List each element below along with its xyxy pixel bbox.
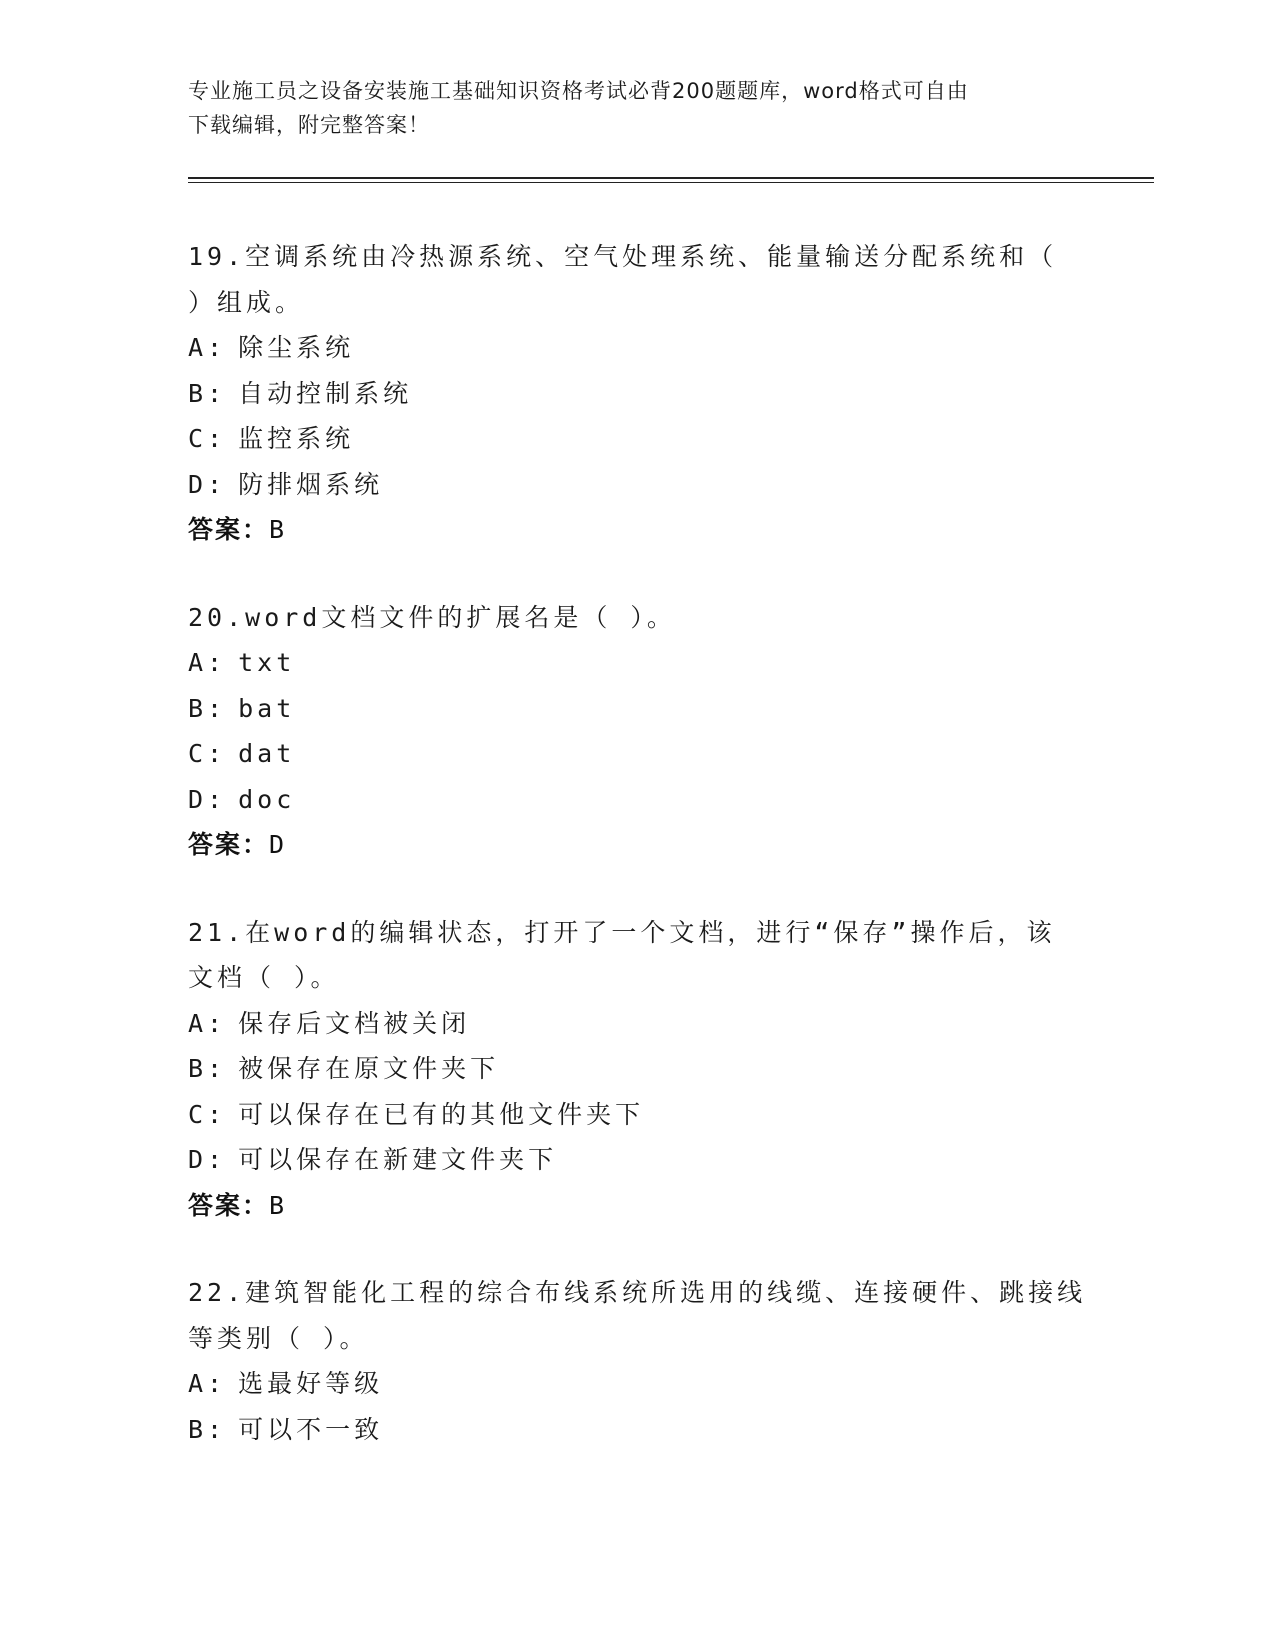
question-list xyxy=(188,234,1088,1494)
answer-label: 答案： xyxy=(188,830,270,859)
option-row xyxy=(188,371,1088,417)
option-row xyxy=(188,1361,1088,1407)
header-divider-bottom xyxy=(188,182,1154,183)
option-row xyxy=(188,325,1088,371)
option-text: 防排烟系统 xyxy=(238,469,384,499)
option-text: 保存后文档被关闭 xyxy=(238,1008,471,1038)
question-text: 22.建筑智能化工程的综合布线系统所选用的线缆、连接硬件、跳接线 xyxy=(188,1278,1087,1307)
option-text: 被保存在原文件夹下 xyxy=(238,1054,500,1083)
option-key: C: xyxy=(188,424,227,453)
option-key: B: xyxy=(188,1054,227,1083)
question-text: ）组成。 xyxy=(188,287,305,317)
option-row xyxy=(188,416,1088,462)
option-key: C: xyxy=(188,739,227,768)
option-row xyxy=(188,1137,1088,1183)
answer-label: 答案： xyxy=(188,515,270,544)
option-text: 可以保存在已有的其他文件夹下 xyxy=(238,1099,645,1129)
option-key: B: xyxy=(188,1414,227,1444)
option-row xyxy=(188,731,1088,777)
option-row xyxy=(188,462,1088,508)
option-row xyxy=(188,1092,1088,1138)
option-key: A: xyxy=(188,1008,227,1038)
option-key: D: xyxy=(188,784,227,814)
option-text: 可以保存在新建文件夹下 xyxy=(238,1145,558,1174)
option-row xyxy=(188,686,1088,732)
option-row xyxy=(188,1001,1088,1047)
option-text: 除尘系统 xyxy=(238,333,355,362)
question-text: 等类别（ ）。 xyxy=(188,1323,369,1353)
option-key: C: xyxy=(188,1099,227,1129)
option-key: A: xyxy=(188,1369,227,1398)
answer-value: B xyxy=(269,1190,287,1220)
option-row xyxy=(188,1046,1088,1092)
question-block xyxy=(188,910,1088,1229)
header-divider-top xyxy=(188,177,1154,179)
answer-value: D xyxy=(269,830,287,859)
question-block xyxy=(188,1270,1088,1452)
option-row xyxy=(188,640,1088,686)
option-row xyxy=(188,777,1088,823)
answer-value: B xyxy=(269,515,287,544)
answer-line xyxy=(188,1183,1088,1229)
answer-line xyxy=(188,507,1088,553)
question-block xyxy=(188,234,1088,553)
question-text: 19.空调系统由冷热源系统、空气处理系统、能量输送分配系统和（ xyxy=(188,242,1058,271)
option-key: D: xyxy=(188,469,227,499)
option-text: txt xyxy=(238,648,296,677)
option-key: B: xyxy=(188,693,227,723)
option-text: 可以不一致 xyxy=(238,1414,384,1444)
option-text: 自动控制系统 xyxy=(238,378,413,408)
header-line-1: 专业施工员之设备安装施工基础知识资格考试必背200题题库，word格式可自由 xyxy=(188,79,969,103)
option-key: A: xyxy=(188,333,227,362)
header-line-2: 下载编辑，附完整答案！ xyxy=(188,113,430,137)
option-key: A: xyxy=(188,648,227,677)
option-text: bat xyxy=(238,693,296,723)
question-text: 20.word文档文件的扩展名是（ ）。 xyxy=(188,602,676,632)
option-text: 监控系统 xyxy=(238,424,355,453)
answer-line xyxy=(188,822,1088,868)
option-text: doc xyxy=(238,784,296,814)
option-text: dat xyxy=(238,739,296,768)
option-text: 选最好等级 xyxy=(238,1369,384,1398)
document-header xyxy=(188,74,1068,142)
option-row xyxy=(188,1407,1088,1453)
question-text: 21.在word的编辑状态，打开了一个文档，进行“保存”操作后，该 xyxy=(188,917,1056,947)
option-key: D: xyxy=(188,1145,227,1174)
option-key: B: xyxy=(188,378,227,408)
question-text: 文档（ ）。 xyxy=(188,963,340,992)
question-block xyxy=(188,595,1088,868)
answer-label: 答案： xyxy=(188,1190,270,1220)
